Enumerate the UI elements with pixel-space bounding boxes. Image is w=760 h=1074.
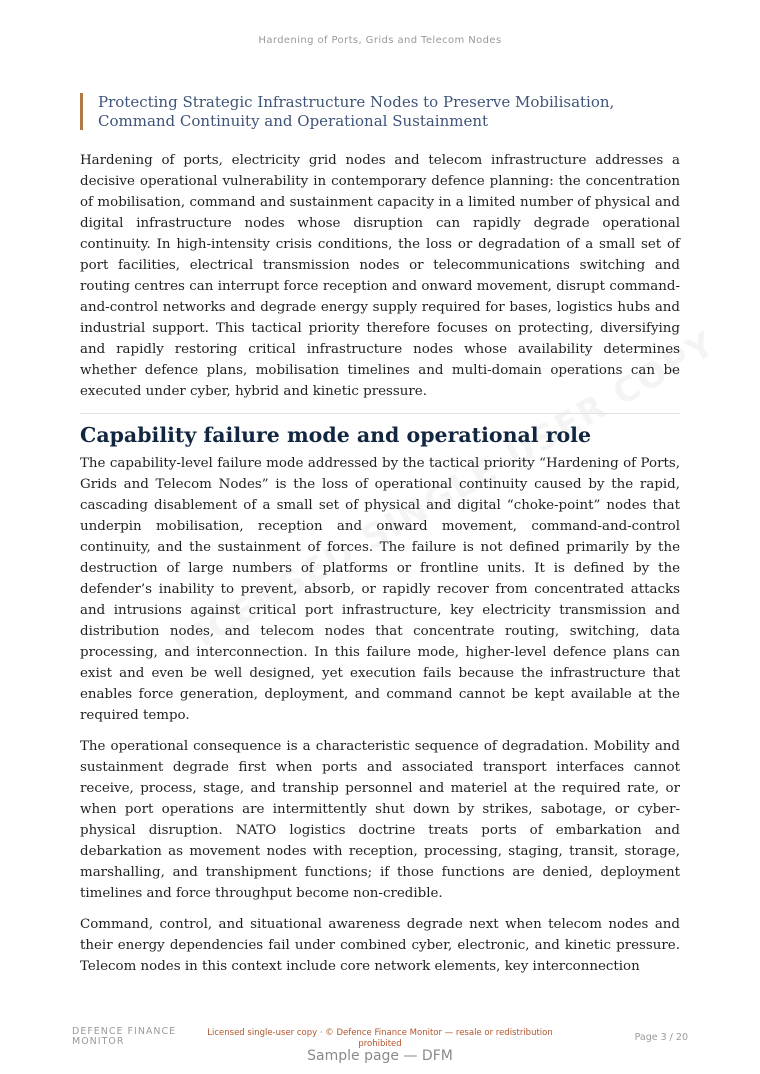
callout-title: Protecting Strategic Infrastructure Nodes to Preserve Mobilisation, Command Continuity and Operational Sustainment bbox=[80, 93, 680, 130]
body-paragraph: Command, control, and situational awareness degrade next when telecom nodes and their energy dependencies fail under combined cyber, electronic, and kinetic pressure. Telecom nodes in this context include core network elements, key interconnection bbox=[80, 917, 680, 974]
body-paragraph: The operational consequence is a characteristic sequence of degradation. Mobility and sustainment degrade first when ports and associated transport interfaces cannot receive, process, stage, and tranship personnel and materiel at the required rate, or when port operations are intermittently shut down by strikes, sabotage, or cyber-physical disruption. NATO logistics doctrine treats ports of embarkation and debarkation as movement nodes with reception, processing, staging, transit, storage, marshalling, and transhipment functions; if those functions are denied, deployment timelines and force throughput become non-credible. bbox=[80, 739, 680, 901]
intro-paragraph: Hardening of ports, electricity grid nodes and telecom infrastructure addresses a decisive operational vulnerability in contemporary defence planning: the concentration of mobilisation, command and sustainment capacity in a limited number of physical and digital infrastructure nodes whose disruption can rapidly degrade operational continuity. In high-intensity crisis conditions, the loss or degradation of a small set of port facilities, electrical transmission nodes or telecommunications switching and routing centres can interrupt force reception and onward movement, disrupt command-and-control networks and degrade energy supply required for bases, logistics hubs and industrial support. This tactical priority therefore focuses on protecting, diversifying and rapidly restoring critical infrastructure nodes whose availability determines whether defence plans, mobilisation timelines and multi-domain operations can be executed under cyber, hybrid and kinetic pressure. bbox=[80, 153, 680, 399]
page-content bbox=[80, 93, 680, 977]
footer-license: Licensed single-user copy · © Defence Finance Monitor — resale or redistribution prohibited bbox=[207, 1028, 553, 1049]
section-heading: Capability failure mode and operational role bbox=[80, 423, 592, 447]
body-paragraph: The capability-level failure mode addressed by the tactical priority “Hardening of Ports, Grids and Telecom Nodes” is the loss of operational continuity caused by the rapid, cascading disablement of a small set of physical and digital “choke-point” nodes that underpin mobilisation, reception and onward movement, command-and-control continuity, and the sustainment of forces. The failure is not defined primarily by the destruction of large numbers of platforms or frontline units. It is defined by the defender’s inability to prevent, absorb, or rapidly recover from concentrated attacks and intrusions against critical port infrastructure, key electricity transmission and distribution nodes, and telecom nodes that concentrate routing, switching, data processing, and interconnection. In this failure mode, higher-level defence plans can exist and even be well designed, yet execution fails because the infrastructure that enables force generation, deployment, and command cannot be kept available at the required tempo. bbox=[80, 456, 680, 723]
footer-brand: DEFENCE FINANCE MONITOR bbox=[72, 1026, 177, 1047]
running-header: Hardening of Ports, Grids and Telecom Nodes bbox=[258, 35, 502, 46]
page-number: Page 3 / 20 bbox=[634, 1032, 688, 1043]
section-divider bbox=[80, 413, 680, 414]
sample-page-label: Sample page — DFM bbox=[307, 1048, 453, 1064]
